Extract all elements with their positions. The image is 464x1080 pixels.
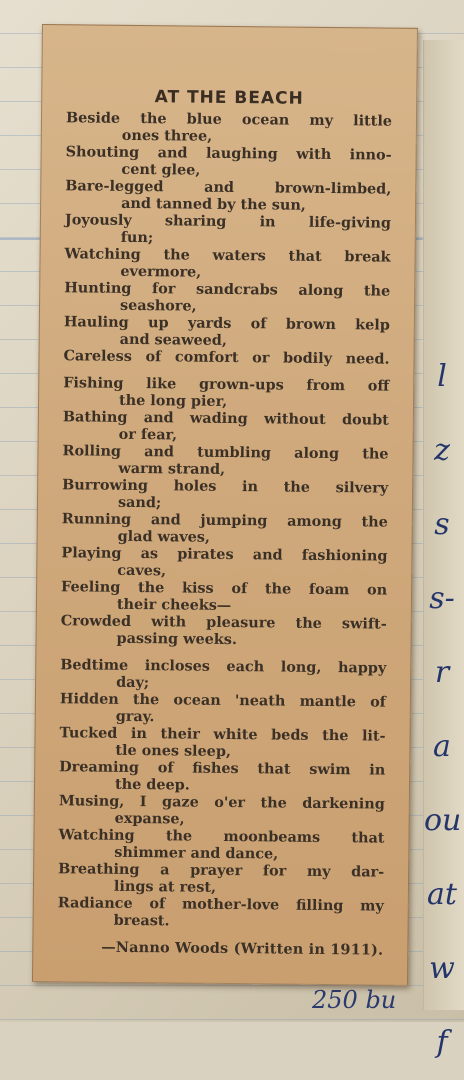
poem-line: Playing as pirates and fashioning bbox=[61, 544, 388, 565]
poem-line: Bathing and wading without doubt bbox=[62, 408, 389, 429]
poem-line: Joyously sharing in life-giving bbox=[64, 211, 392, 232]
poem-line: seashore, bbox=[119, 296, 197, 315]
poem-line: gray. bbox=[115, 707, 155, 726]
poem-line: Burrowing holes in the silvery bbox=[62, 476, 389, 497]
poem-line: warm strand, bbox=[118, 459, 226, 478]
poem-line: Shouting and laughing with inno- bbox=[65, 143, 392, 164]
poem-line: and tanned by the sun, bbox=[121, 194, 306, 214]
poem-line: the deep. bbox=[114, 775, 190, 794]
poem-line: cent glee, bbox=[121, 160, 201, 179]
handwritten-margin-letters bbox=[424, 340, 460, 1080]
poem-line: Rolling and tumbling along the bbox=[62, 442, 389, 463]
poem-line: sand; bbox=[117, 493, 162, 512]
poem-title: AT THE BEACH bbox=[154, 87, 304, 109]
handwritten-letter: l bbox=[437, 359, 447, 394]
poem-line: Beside the blue ocean my little bbox=[65, 109, 393, 130]
handwritten-letter: a bbox=[433, 729, 451, 764]
handwritten-letter: at bbox=[427, 877, 457, 912]
handwritten-letter: r bbox=[434, 655, 450, 690]
poem-line: fun; bbox=[120, 228, 154, 247]
poem-line: day; bbox=[116, 673, 150, 692]
poem-line: Musing, I gaze o'er the darkening bbox=[58, 792, 385, 813]
poem-line: and seaweed, bbox=[119, 330, 228, 349]
poem-line: caves, bbox=[117, 561, 167, 580]
poem-line: or fear, bbox=[118, 425, 178, 444]
poem-line: Dreaming of fishes that swim in bbox=[59, 758, 386, 779]
handwritten-page-note: 250 bu bbox=[312, 986, 397, 1014]
poem-line: Tucked in their white beds the lit- bbox=[59, 724, 386, 745]
poem-line: Hauling up yards of brown kelp bbox=[63, 313, 390, 334]
poem-line: tle ones sleep, bbox=[115, 741, 232, 761]
handwritten-letter: z bbox=[434, 433, 450, 468]
poem-line: shimmer and dance, bbox=[114, 843, 279, 863]
handwritten-letter: s- bbox=[429, 581, 455, 616]
poem-line: Bedtime incloses each long, happy bbox=[60, 656, 387, 677]
poem-body bbox=[57, 109, 392, 958]
handwritten-letter: s bbox=[434, 507, 450, 542]
poem-line: breast. bbox=[113, 911, 170, 930]
handwritten-letter: f bbox=[436, 1025, 448, 1060]
handwritten-letter: ou bbox=[424, 803, 462, 838]
poem-stanza bbox=[63, 109, 392, 367]
poem-line: Watching the moonbeams that bbox=[58, 826, 385, 847]
poem-attribution: —Nanno Woods (Written in 1911). bbox=[101, 938, 384, 959]
poem-line: evermore, bbox=[120, 262, 202, 281]
poem-line: Hunting for sandcrabs along the bbox=[64, 279, 391, 300]
poem-line: Breathing a prayer for my dar- bbox=[58, 860, 385, 881]
poem-stanza bbox=[58, 656, 387, 931]
poem-line: their cheeks— bbox=[116, 595, 232, 615]
poem-line: the long pier, bbox=[118, 391, 228, 410]
poem-line: Fishing like grown-ups from off bbox=[63, 374, 390, 395]
poem-line: lings at rest, bbox=[113, 877, 217, 896]
poem-line: Crowded with pleasure the swift- bbox=[60, 612, 387, 633]
poem-line: Bare-legged and brown-limbed, bbox=[65, 177, 392, 198]
poem-line: Radiance of mother-love filling my bbox=[57, 894, 384, 915]
poem-line: Watching the waters that break bbox=[64, 245, 391, 266]
poem-line: Careless of comfort or bodily need. bbox=[63, 347, 390, 368]
underlying-handwritten-page bbox=[423, 40, 464, 1060]
poem-line: Feeling the kiss of the foam on bbox=[61, 578, 388, 599]
handwritten-letter: w bbox=[429, 951, 455, 986]
poem-line: ones three, bbox=[121, 126, 213, 145]
poem-line: passing weeks. bbox=[116, 629, 238, 649]
poem-line: expanse, bbox=[114, 809, 185, 828]
poem-line: Hidden the ocean 'neath mantle of bbox=[59, 690, 387, 711]
poem-line: Running and jumping among the bbox=[61, 510, 388, 531]
newspaper-clipping bbox=[32, 24, 418, 986]
poem-stanza bbox=[60, 374, 389, 649]
poem-line: glad waves, bbox=[117, 527, 211, 546]
